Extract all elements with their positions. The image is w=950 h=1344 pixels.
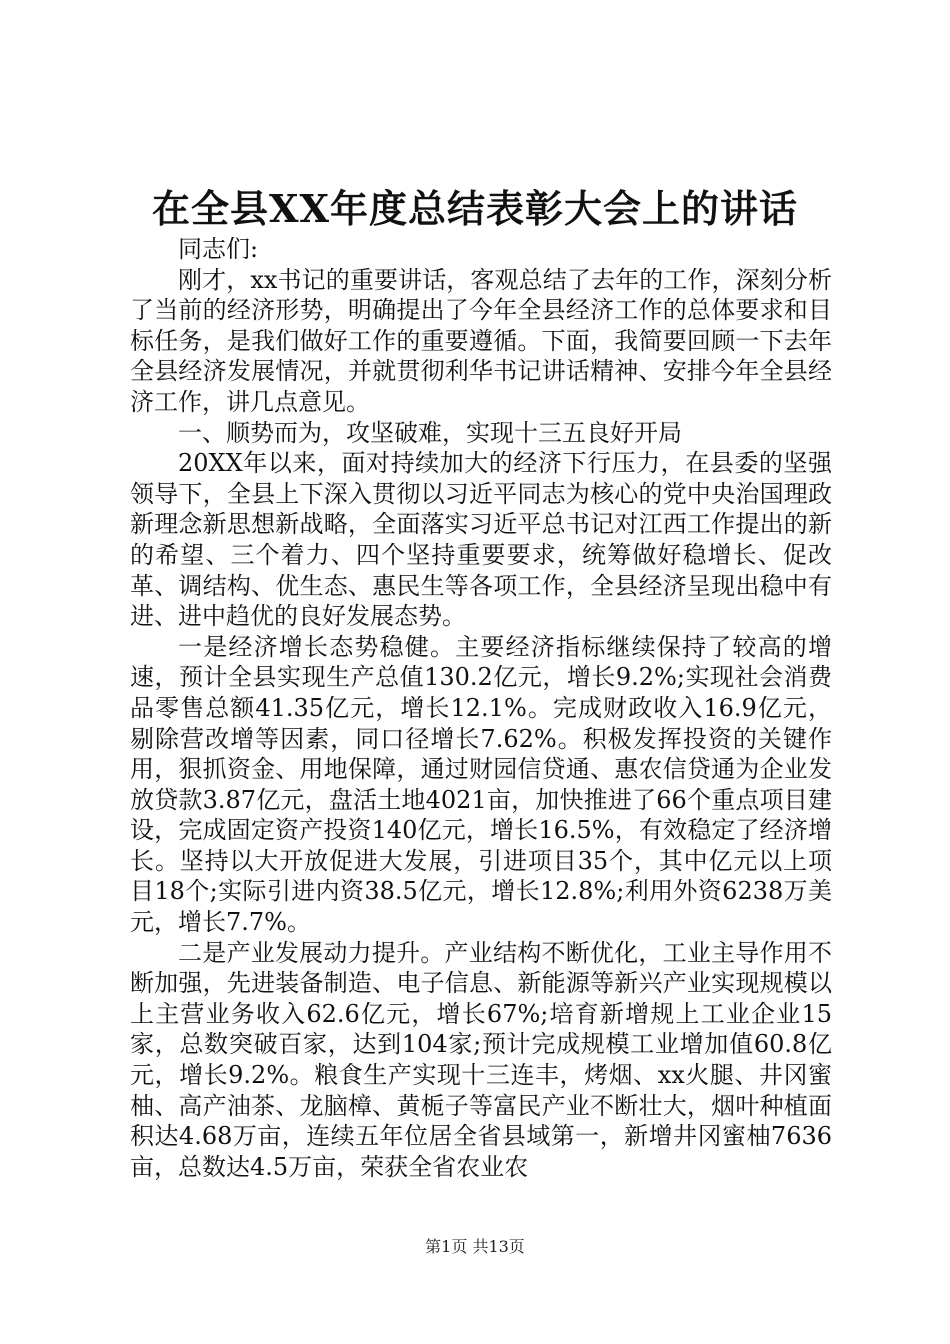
paragraph-industry: 二是产业发展动力提升。产业结构不断优化，工业主导作用不断加强，先进装备制造、电子信息、新能源等新兴产业实现规模以上主营业务收入62.6亿元，增长67%;培育新增规上工业企业15家，总数突破百家，达到104家;预计完成规模工业增加值60.8亿元，增长9.2%。粮食生产实现十三连丰，烤烟、xx火腿、井冈蜜柚、高产油茶、龙脑樟、黄栀子等富民产业不断壮大，烟叶种植面积达4.68万亩，连续五年位居全省县域第一，新增井冈蜜柚7636亩，总数达4.5万亩，荣获全省农业农 [130, 938, 832, 1181]
document-title: 在全县XX年度总结表彰大会上的讲话 [152, 186, 798, 231]
paragraph-economy: 一是经济增长态势稳健。主要经济指标继续保持了较高的增速，预计全县实现生产总值130.2亿元，增长9.2%;实现社会消费品零售总额41.35亿元，增长12.1%。完成财政收入16.9亿元，剔除营改增等因素，同口径增长7.62%。积极发挥投资的关键作用，狠抓资金、用地保障，通过财园信贷通、惠农信贷通为企业发放贷款3.87亿元，盘活土地4021亩，加快推进了66个重点项目建设，完成固定资产投资140亿元，增长16.5%，有效稳定了经济增长。坚持以大开放促进大发展，引进项目35个，其中亿元以上项目18个;实际引进内资38.5亿元，增长12.8%;利用外资6238万美元，增长7.7%。 [130, 632, 832, 937]
document-body [130, 234, 832, 1182]
paragraph-salutation: 同志们: [178, 235, 259, 263]
page-number: 第1页 共13页 [425, 1237, 525, 1256]
section-heading: 一、顺势而为，攻坚破难，实现十三五良好开局 [178, 418, 682, 447]
paragraph-intro: 刚才，xx书记的重要讲话，客观总结了去年的工作，深刻分析了当前的经济形势，明确提出了今年全县经济工作的总体要求和目标任务，是我们做好工作的重要遵循。下面，我简要回顾一下去年全县经济发展情况，并就贯彻利华书记讲话精神、安排今年全县经济工作，讲几点意见。 [130, 265, 832, 416]
paragraph-overview: 20XX年以来，面对持续加大的经济下行压力，在县委的坚强领导下，全县上下深入贯彻以习近平同志为核心的党中央治国理政新理念新思想新战略，全面落实习近平总书记对江西工作提出的新的希望、三个着力、四个坚持重要要求，统筹做好稳增长、促改革、调结构、优生态、惠民生等各项工作，全县经济呈现出稳中有进、进中趋优的良好发展态势。 [130, 449, 832, 631]
